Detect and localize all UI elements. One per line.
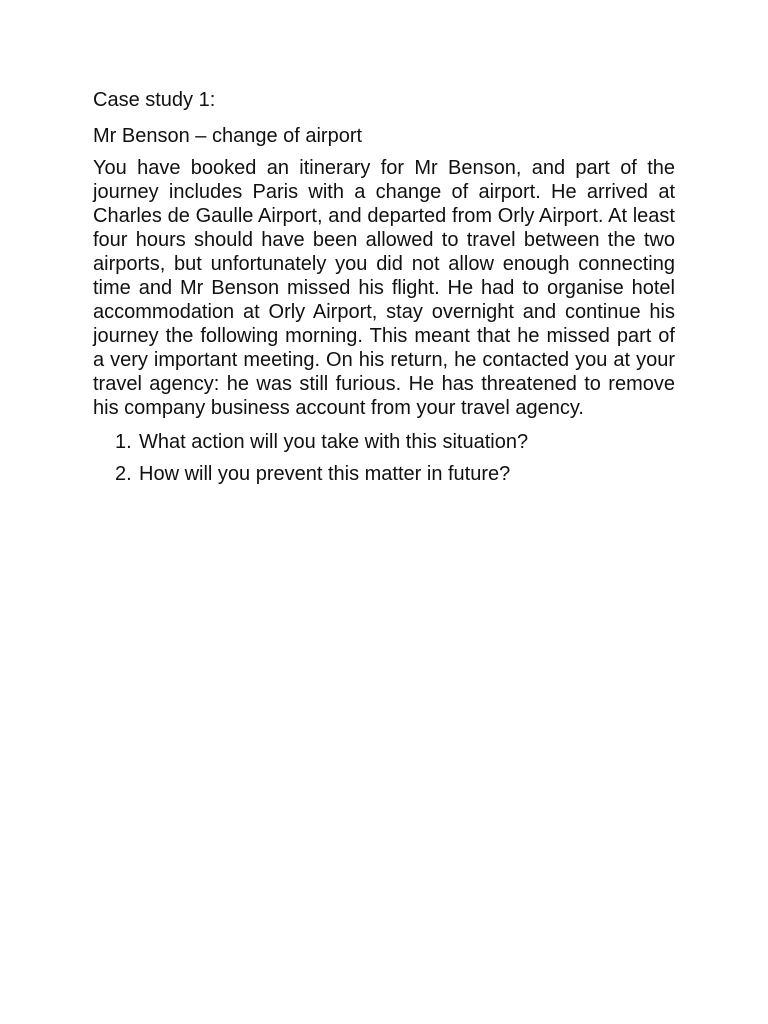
question-text: What action will you take with this situation? — [139, 431, 529, 453]
question-text: How will you prevent this matter in future? — [139, 463, 511, 485]
question-number: 1. — [115, 431, 132, 453]
question-item — [93, 430, 675, 454]
question-item — [93, 462, 675, 486]
document-page — [93, 88, 675, 494]
case-label: Case study 1: — [93, 89, 216, 111]
case-title: Mr Benson – change of airport — [93, 125, 363, 147]
question-list — [93, 430, 675, 486]
case-body-paragraph: You have booked an itinerary for Mr Benson, and part of the journey includes Paris with a change of airport. He arrived at Charles de Gaulle Airport, and departed from Orly Airport. At least four hours should have been allowed to travel between the two airports, but unfortunately you did not allow enough connecting time and Mr Benson missed his flight. He had to organise hotel accommodation at Orly Airport, stay overnight and continue his journey the following morning. This meant that he missed part of a very important meeting. On his return, he contacted you at your travel agency: he was still furious. He has threatened to remove his company business account from your travel agency. — [93, 157, 675, 419]
question-number: 2. — [115, 463, 132, 485]
